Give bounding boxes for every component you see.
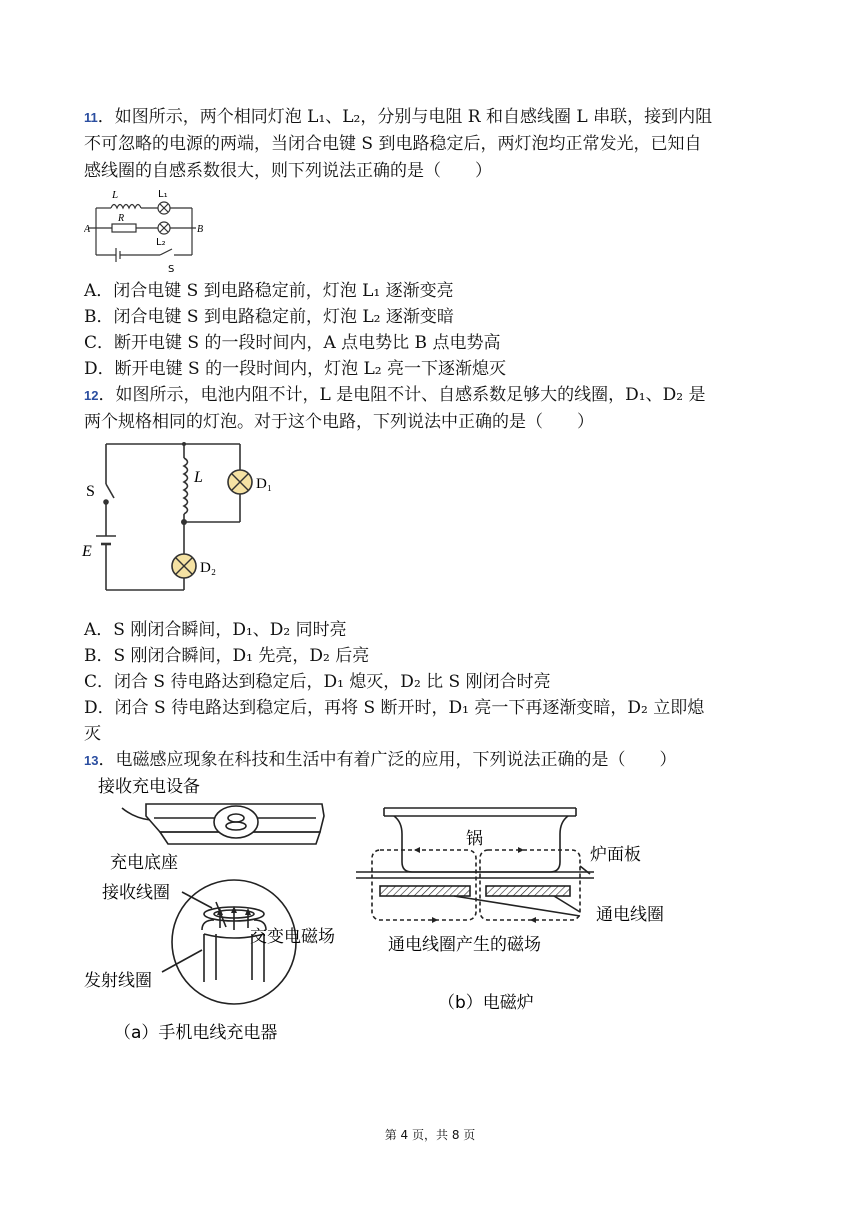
q13-number: 13 [84,753,99,768]
q12-circuit-figure [78,432,278,600]
q11-circuit-figure [84,183,216,275]
q13-figure-a [84,772,354,1042]
q11-number: 11 [84,110,98,125]
q11-fig-label-L2: L₂ [156,237,166,248]
q13-a-label-field: 交变电磁场 [250,927,335,947]
q12-fig-label-S: S [86,483,95,500]
q12-fig-label-L: L [194,469,203,486]
q12-line-2: 两个规格相同的灯泡。对于这个电路，下列说法中正确的是（ ） [84,412,594,432]
q13-b-label-field: 通电线圈产生的磁场 [388,935,541,955]
q13-a-caption: （a）手机电线充电器 [114,1023,278,1042]
q13-b-label-coil: 通电线圈 [596,905,664,925]
q11-fig-label-L: L [112,189,119,201]
q13-a-label-tx-coil: 发射线圈 [84,971,152,991]
q11-fig-label-R: R [118,213,125,224]
page-footer: 第 4 页，共 8 页 [384,1128,476,1142]
q13-a-label-receiver: 接收充电设备 [98,777,200,797]
q12-fig-label-D2: D₂ [200,560,217,576]
q12-number: 12 [84,388,99,403]
q11-line-2: 不可忽略的电源的两端，当闭合电键 S 到电路稳定后，两灯泡均正常发光，已知自 [84,134,702,154]
q11-fig-label-A: A [84,224,91,235]
q11-option-a: A．闭合电键 S 到电路稳定前，灯泡 L₁ 逐渐变亮 [84,281,454,301]
q13-b-caption: （b）电磁炉 [438,993,534,1013]
q13-a-label-base: 充电底座 [110,853,178,873]
q12-option-c: C．闭合 S 待电路达到稳定后，D₁ 熄灭，D₂ 比 S 刚闭合时亮 [84,672,551,692]
q11-line-3: 感线圈的自感系数很大，则下列说法正确的是（ ） [84,161,492,181]
q12-fig-label-D1: D₁ [256,476,273,492]
q11-fig-label-L1: L₁ [158,189,168,200]
q11-option-c: C．断开电键 S 的一段时间内，A 点电势比 B 点电势高 [84,333,501,353]
q13-a-label-recv-coil: 接收线圈 [102,883,170,903]
q13-b-label-pot: 锅 [466,829,483,849]
q11-option-b: B．闭合电键 S 到电路稳定前，灯泡 L₂ 逐渐变暗 [84,307,454,327]
q12-option-d: D．闭合 S 待电路达到稳定后，再将 S 断开时，D₁ 亮一下再逐渐变暗，D₂ 立即熄 [84,698,705,718]
q11-option-d: D．断开电键 S 的一段时间内，灯泡 L₂ 亮一下逐渐熄灭 [84,359,506,379]
q12-option-a: A．S 刚闭合瞬间，D₁、D₂ 同时亮 [84,620,347,640]
q13-b-label-panel: 炉面板 [590,845,641,865]
q12-line-1: 12．如图所示，电池内阻不计，L 是电阻不计、自感系数足够大的线圈，D₁、D₂ 是 [84,385,706,405]
q11-fig-label-S: S [168,264,175,275]
q12-option-b: B．S 刚闭合瞬间，D₁ 先亮，D₂ 后亮 [84,646,370,666]
q12-option-d-wrap: 灭 [84,724,101,744]
q13-line-1: 13．电磁感应现象在科技和生活中有着广泛的应用，下列说法正确的是（ ） [84,750,677,770]
q11-line-1: 11．如图所示，两个相同灯泡 L₁、L₂，分别与电阻 R 和自感线圈 L 串联，接到内阻 [84,107,713,127]
q11-fig-label-B: B [197,224,204,235]
q12-fig-label-E: E [82,543,92,560]
q13-figure-b [354,800,684,1020]
